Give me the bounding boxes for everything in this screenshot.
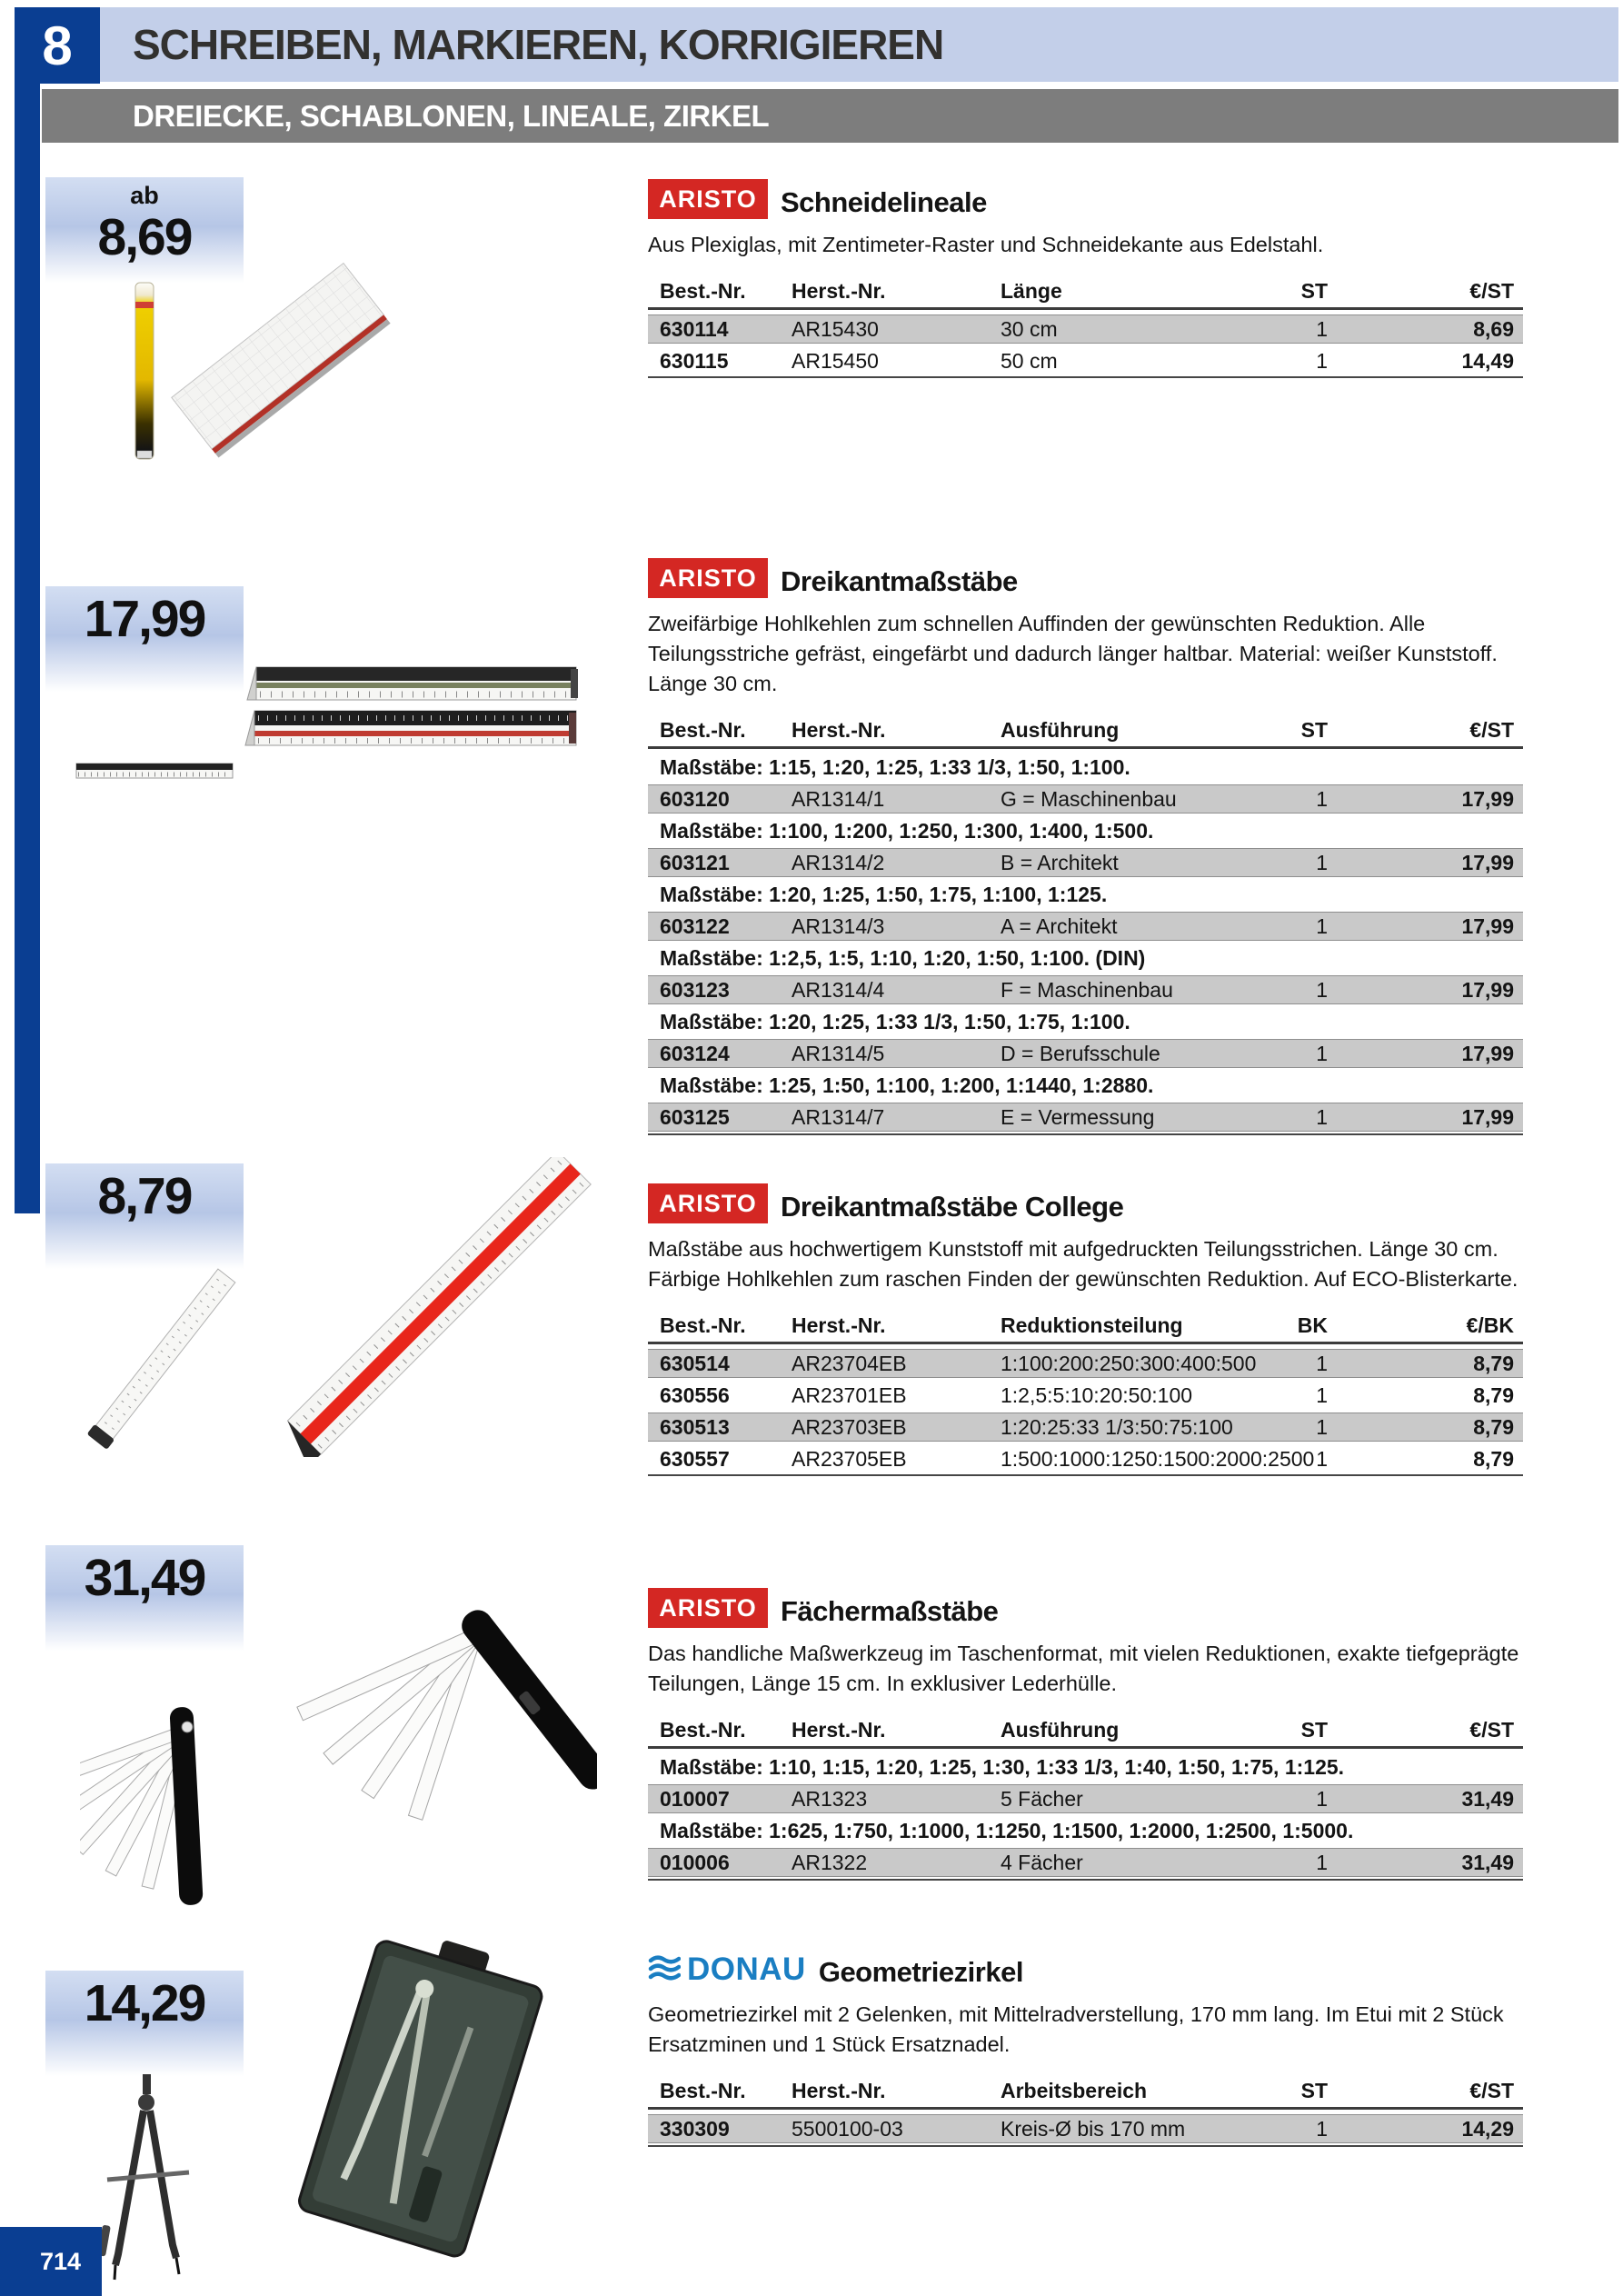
table-cell: 1 <box>1316 850 1328 874</box>
table-cell: 8,79 <box>1473 1351 1514 1375</box>
product-description: Zweifärbige Hohlkehlen zum schnellen Auffinden der gewünschten Reduktion. Alle Teilungsstriche gefräst, eingefärbt und dadurch länger haltbar. Material: weißer Kunststoff. Länge 30 cm. <box>648 612 1498 695</box>
table-cell: AR23703EB <box>792 1414 907 1439</box>
price-prefix: ab <box>130 182 159 209</box>
product-description: Aus Plexiglas, mit Zentimeter-Raster und Schneidekante aus Edelstahl. <box>648 233 1324 256</box>
column-header: Best.-Nr. <box>660 2079 746 2102</box>
scale-note-row: Maßstäbe: 1:2,5, 1:5, 1:10, 1:20, 1:50, 1:100. (DIN) <box>660 945 1146 970</box>
table-row <box>648 1349 1523 1378</box>
table-cell: 1 <box>1316 913 1328 938</box>
column-header: Best.-Nr. <box>660 718 746 742</box>
table-cell: 8,79 <box>1473 1383 1514 1407</box>
product-description: Maßstäbe aus hochwertigem Kunststoff mit aufgedruckten Teilungsstrichen. Länge 30 cm. Färbige Hohlkehlen zum raschen Finden der gewünschten Reduktion. Auf ECO-Blisterkarte. <box>648 1237 1518 1291</box>
product-table <box>648 1309 1523 1476</box>
scale-note-row: Maßstäbe: 1:20, 1:25, 1:33 1/3, 1:50, 1:75, 1:100. <box>660 1009 1130 1033</box>
table-row <box>648 1413 1523 1442</box>
table-cell: 1 <box>1316 1041 1328 1065</box>
table-cell: 603124 <box>660 1041 730 1065</box>
table-cell: 1 <box>1316 316 1328 341</box>
table-row <box>648 848 1523 877</box>
price-badge <box>45 1545 244 1655</box>
column-header: Best.-Nr. <box>660 1718 746 1742</box>
table-cell: A = Architekt <box>1001 913 1118 938</box>
scale-note-row: Maßstäbe: 1:20, 1:25, 1:50, 1:75, 1:100, 1:125. <box>660 882 1108 906</box>
table-cell: 5500100-03 <box>792 2116 903 2141</box>
product-photo-fan-ruler-small <box>80 1696 234 1923</box>
table-cell: D = Berufsschule <box>1001 1041 1160 1065</box>
table-cell: 17,99 <box>1461 786 1514 811</box>
aristo-logo <box>648 558 768 598</box>
price-value: 8,69 <box>97 208 192 266</box>
table-cell: 010007 <box>660 1786 730 1811</box>
table-cell: 1 <box>1316 348 1328 373</box>
table-cell: AR15450 <box>792 348 879 373</box>
table-header-row <box>648 1309 1523 1344</box>
column-header: €/ST <box>1469 2079 1514 2102</box>
table-cell: 8,79 <box>1473 1446 1514 1471</box>
table-cell: 1 <box>1316 977 1328 1002</box>
table-cell: AR23704EB <box>792 1351 907 1375</box>
table-cell: 630556 <box>660 1383 730 1407</box>
scale-note-row: Maßstäbe: 1:10, 1:15, 1:20, 1:25, 1:30, 1:33 1/3, 1:40, 1:50, 1:75, 1:125. <box>660 1754 1345 1779</box>
price-value: 17,99 <box>84 590 205 648</box>
scale-note-row: Maßstäbe: 1:625, 1:750, 1:1000, 1:1250, 1:1500, 1:2000, 1:2500, 1:5000. <box>660 1818 1354 1842</box>
column-header: Herst.-Nr. <box>792 279 886 303</box>
product-photo-compass-case <box>280 1934 562 2261</box>
product-title: Geometriezirkel <box>818 1956 1023 1988</box>
product-title: Schneidelineale <box>781 186 987 218</box>
table-cell: 1 <box>1316 1383 1328 1407</box>
price-badge <box>45 1971 244 2081</box>
table-header-row <box>648 275 1523 310</box>
scale-note-row: Maßstäbe: 1:25, 1:50, 1:100, 1:200, 1:1440, 1:2880. <box>660 1073 1154 1097</box>
table-cell: 8,79 <box>1473 1414 1514 1439</box>
price-badge <box>45 586 244 696</box>
column-header: ST <box>1300 279 1328 303</box>
column-header: ST <box>1300 718 1328 742</box>
table-cell: B = Architekt <box>1001 850 1119 874</box>
table-cell: 1 <box>1316 1414 1328 1439</box>
table-cell: 4 Fächer <box>1001 1850 1083 1874</box>
column-header: €/ST <box>1469 718 1514 742</box>
table-cell: 1:2,5:5:10:20:50:100 <box>1001 1383 1193 1407</box>
product-photo-college-ruler-small <box>84 1257 247 1452</box>
chapter-title: SCHREIBEN, MARKIEREN, KORRIGIEREN <box>133 21 944 68</box>
table-cell: 17,99 <box>1461 850 1514 874</box>
table-cell: AR15430 <box>792 316 879 341</box>
table-cell: 630557 <box>660 1446 730 1471</box>
product-description: Geometriezirkel mit 2 Gelenken, mit Mittelradverstellung, 170 mm lang. Im Etui mit 2 Stück Ersatzminen und 1 Stück Ersatznadel. <box>648 2002 1504 2056</box>
table-cell: G = Maschinenbau <box>1001 786 1177 811</box>
table-row <box>648 1784 1523 1813</box>
donau-logo-text: DONAU <box>687 1951 806 1987</box>
product-title: Dreikantmaßstäbe College <box>781 1191 1124 1223</box>
table-cell: 630114 <box>660 316 729 341</box>
table-cell: Kreis-Ø bis 170 mm <box>1001 2116 1186 2141</box>
table-row <box>648 1445 1523 1472</box>
table-cell: AR1314/7 <box>792 1104 885 1129</box>
table-cell: 1:500:1000:1250:1500:2000:2500 <box>1001 1446 1315 1471</box>
column-header: Ausführung <box>1001 718 1120 742</box>
section-banner <box>42 89 1618 143</box>
column-header: €/ST <box>1469 279 1514 303</box>
product-description: Das handliche Maßwerkzeug im Taschenformat, mit vielen Reduktionen, exakte tiefgeprägte Teilungen, Länge 15 cm. In exklusiver Lederhülle. <box>648 1642 1519 1695</box>
table-cell: 630513 <box>660 1414 730 1439</box>
table-row <box>648 1848 1523 1877</box>
table-cell: 1 <box>1316 1446 1328 1471</box>
price-value: 14,29 <box>84 1974 205 2032</box>
aristo-logo <box>648 1588 768 1628</box>
table-cell: 630514 <box>660 1351 730 1375</box>
product-photo-college-ruler-red <box>284 1157 597 1457</box>
price-value: 31,49 <box>84 1549 205 1607</box>
table-cell: AR1322 <box>792 1850 868 1874</box>
product-table <box>648 714 1523 1135</box>
section-banner-label: DREIECKE, SCHABLONEN, LINEALE, ZIRKEL <box>133 98 770 133</box>
aristo-logo <box>648 1183 768 1223</box>
product-table <box>648 2074 1523 2147</box>
column-header: €/ST <box>1469 1718 1514 1742</box>
aristo-logo-text: ARISTO <box>659 1593 757 1622</box>
table-cell: 330309 <box>660 2116 730 2141</box>
column-header: Länge <box>1001 279 1062 303</box>
aristo-logo-text: ARISTO <box>659 564 757 592</box>
table-cell: AR23701EB <box>792 1383 907 1407</box>
donau-waves-icon <box>648 1954 681 1983</box>
table-cell: 603123 <box>660 977 730 1002</box>
product-photo-small-ruler <box>73 758 241 785</box>
table-cell: 14,29 <box>1461 2116 1514 2141</box>
table-cell: AR1314/2 <box>792 850 885 874</box>
column-header: €/BK <box>1466 1313 1514 1337</box>
table-cell: AR1314/5 <box>792 1041 885 1065</box>
chapter-number: 8 <box>42 15 73 76</box>
table-cell: 17,99 <box>1461 1104 1514 1129</box>
table-cell: 603122 <box>660 913 730 938</box>
table-cell: 1 <box>1316 1786 1328 1811</box>
donau-logo <box>648 1949 806 1989</box>
table-row <box>648 1039 1523 1068</box>
chapter-title-band <box>100 7 1618 82</box>
table-cell: 8,69 <box>1473 316 1514 341</box>
aristo-logo-text: ARISTO <box>659 1189 757 1217</box>
table-cell: 50 cm <box>1001 348 1058 373</box>
table-cell: 1 <box>1316 1104 1328 1129</box>
table-cell: 603125 <box>660 1104 730 1129</box>
table-cell: 31,49 <box>1461 1850 1514 1874</box>
aristo-logo-text: ARISTO <box>659 185 757 213</box>
table-header-row <box>648 714 1523 749</box>
scale-note-row: Maßstäbe: 1:15, 1:20, 1:25, 1:33 1/3, 1:50, 1:100. <box>660 754 1130 779</box>
column-header: ST <box>1300 1718 1328 1742</box>
table-header-row <box>648 1713 1523 1749</box>
price-value: 8,79 <box>97 1167 192 1225</box>
table-cell: 17,99 <box>1461 1041 1514 1065</box>
table-cell: 603121 <box>660 850 730 874</box>
product-table <box>648 275 1523 378</box>
table-row <box>648 347 1523 374</box>
column-header: Herst.-Nr. <box>792 2079 886 2102</box>
table-cell: 630115 <box>660 348 729 373</box>
column-header: Ausführung <box>1001 1718 1120 1742</box>
column-header: Best.-Nr. <box>660 1313 746 1337</box>
product-photo-ruler-tube <box>129 280 160 462</box>
table-cell: F = Maschinenbau <box>1001 977 1173 1002</box>
table-cell: 1 <box>1316 786 1328 811</box>
column-header: BK <box>1297 1313 1328 1337</box>
page-number-box <box>0 2227 102 2296</box>
table-cell: AR1314/4 <box>792 977 885 1002</box>
column-header: Herst.-Nr. <box>792 718 886 742</box>
table-cell: 31,49 <box>1461 1786 1514 1811</box>
column-header: ST <box>1300 2079 1328 2102</box>
chapter-number-box <box>15 7 100 84</box>
table-cell: 1 <box>1316 1850 1328 1874</box>
table-cell: E = Vermessung <box>1001 1104 1155 1129</box>
product-photo-fan-ruler-large <box>284 1598 597 1871</box>
scale-note-row: Maßstäbe: 1:100, 1:200, 1:250, 1:300, 1:400, 1:500. <box>660 818 1154 843</box>
table-row <box>648 314 1523 344</box>
table-row <box>648 912 1523 941</box>
table-cell: 1 <box>1316 1351 1328 1375</box>
table-cell: 17,99 <box>1461 977 1514 1002</box>
table-cell: AR23705EB <box>792 1446 907 1471</box>
table-cell: 1 <box>1316 2116 1328 2141</box>
product-title: Fächermaßstäbe <box>781 1595 999 1627</box>
table-row <box>648 1382 1523 1409</box>
product-table <box>648 1713 1523 1881</box>
table-cell: AR1323 <box>792 1786 868 1811</box>
table-row <box>648 1103 1523 1132</box>
aristo-logo <box>648 179 768 219</box>
table-cell: 14,49 <box>1461 348 1514 373</box>
table-cell: 1:100:200:250:300:400:500 <box>1001 1351 1257 1375</box>
column-header: Reduktionsteilung <box>1001 1313 1183 1337</box>
table-cell: 30 cm <box>1001 316 1058 341</box>
table-cell: 17,99 <box>1461 913 1514 938</box>
page-number: 714 <box>40 2247 82 2275</box>
table-row <box>648 975 1523 1004</box>
column-header: Herst.-Nr. <box>792 1313 886 1337</box>
table-cell: 5 Fächer <box>1001 1786 1083 1811</box>
table-row <box>648 784 1523 814</box>
product-photo-scale-rulers <box>238 658 592 794</box>
table-cell: AR1314/3 <box>792 913 885 938</box>
table-cell: 1:20:25:33 1/3:50:75:100 <box>1001 1414 1233 1439</box>
product-photo-compass <box>82 2072 218 2295</box>
column-header: Arbeitsbereich <box>1001 2079 1148 2102</box>
column-header: Herst.-Nr. <box>792 1718 886 1742</box>
table-row <box>648 2114 1523 2143</box>
table-header-row <box>648 2074 1523 2110</box>
table-cell: 010006 <box>660 1850 730 1874</box>
column-header: Best.-Nr. <box>660 279 746 303</box>
chapter-side-bar <box>15 84 40 1213</box>
product-title: Dreikantmaßstäbe <box>781 565 1018 597</box>
table-cell: 603120 <box>660 786 730 811</box>
product-photo-cutting-ruler <box>162 257 398 462</box>
table-cell: AR1314/1 <box>792 786 885 811</box>
